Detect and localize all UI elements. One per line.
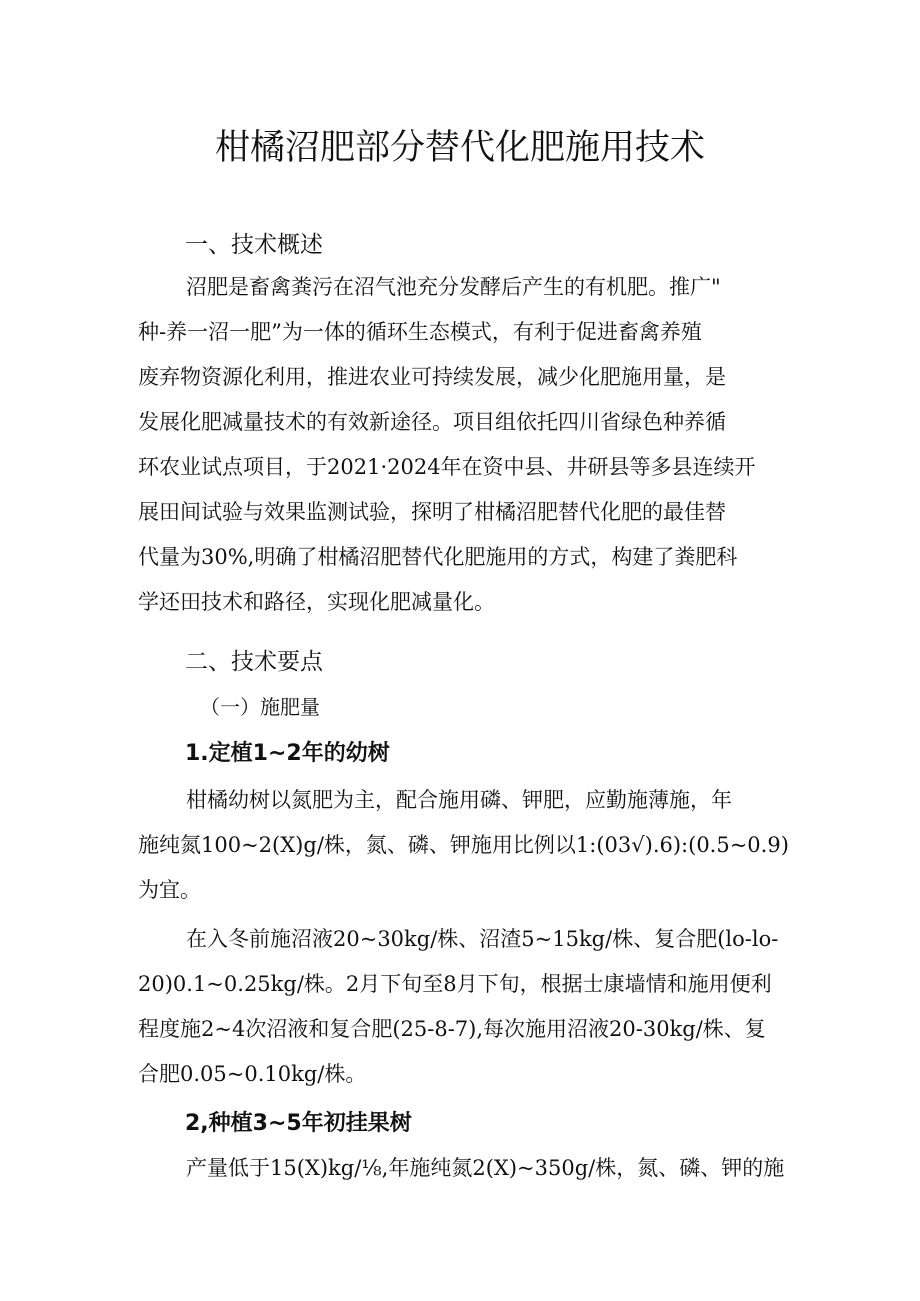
paragraph-line: 学还田技术和路径，实现化肥减量化。 (138, 590, 495, 614)
winter-fertilization-paragraph (138, 917, 788, 1097)
paragraph-line: 种-养一沼一肥”为一体的循环生态模式，有利于促进畜禽养殖 (138, 320, 702, 344)
paragraph-line: 在入冬前施沼液20~30kg/株、沼渣5~15kg/株、复合肥(lo-lo- (186, 927, 779, 951)
paragraph-line: 柑橘幼树以氮肥为主，配合施用磷、钾肥，应勤施薄施，年 (186, 788, 732, 812)
paragraph-line: 代量为30%,明确了柑橘沼肥替代化肥施用的方式，构建了粪肥科 (138, 545, 738, 569)
section-heading-overview: 一、技术概述 (185, 232, 323, 258)
paragraph-line: 废弃物资源化利用，推进农业可持续发展，减少化肥施用量，是 (138, 365, 726, 389)
paragraph-line: 环农业试点项目，于2021·2024年在资中县、井研县等多县连续开 (138, 455, 756, 479)
item-heading-young-trees: 1.定植1~2年的幼树 (185, 741, 390, 766)
young-trees-paragraph (138, 778, 788, 913)
document-title: 柑橘沼肥部分替代化肥施用技术 (214, 128, 705, 168)
overview-paragraph (138, 265, 788, 625)
paragraph-line: 展田间试验与效果监测试验，探明了柑橘沼肥替代化肥的最佳替 (138, 500, 726, 524)
paragraph-line: 为宜。 (138, 878, 201, 902)
paragraph-line: 20)0.1~0.25kg/株。2月下旬至8月下旬，根据士康墙情和施用便利 (138, 972, 772, 996)
paragraph-line: 合肥0.05~0.10kg/株。 (138, 1062, 367, 1086)
early-fruiting-paragraph (138, 1146, 788, 1191)
paragraph-line: 产量低于15(X)kg/⅛,年施纯氮2(X)~350g/株，氮、磷、钾的施 (186, 1156, 785, 1180)
subsection-heading-fertilizer-amount: （一）施肥量 (200, 695, 320, 719)
section-heading-key-points: 二、技术要点 (185, 649, 323, 675)
paragraph-line: 发展化肥减量技术的有效新途径。项目组依托四川省绿色种养循 (138, 410, 726, 434)
paragraph-line: 沼肥是畜禽粪污在沼气池充分发酵后产生的有机肥。推广" (186, 275, 721, 299)
paragraph-line: 施纯氮100~2(X)g/株，氮、磷、钾施用比例以1:(03√).6):(0.5~0.9) (138, 833, 789, 857)
item-heading-early-fruiting-trees: 2,种植3~5年初挂果树 (185, 1111, 412, 1136)
paragraph-line: 程度施2~4次沼液和复合肥(25-8-7),每次施用沼液20-30kg/株、复 (138, 1017, 766, 1041)
